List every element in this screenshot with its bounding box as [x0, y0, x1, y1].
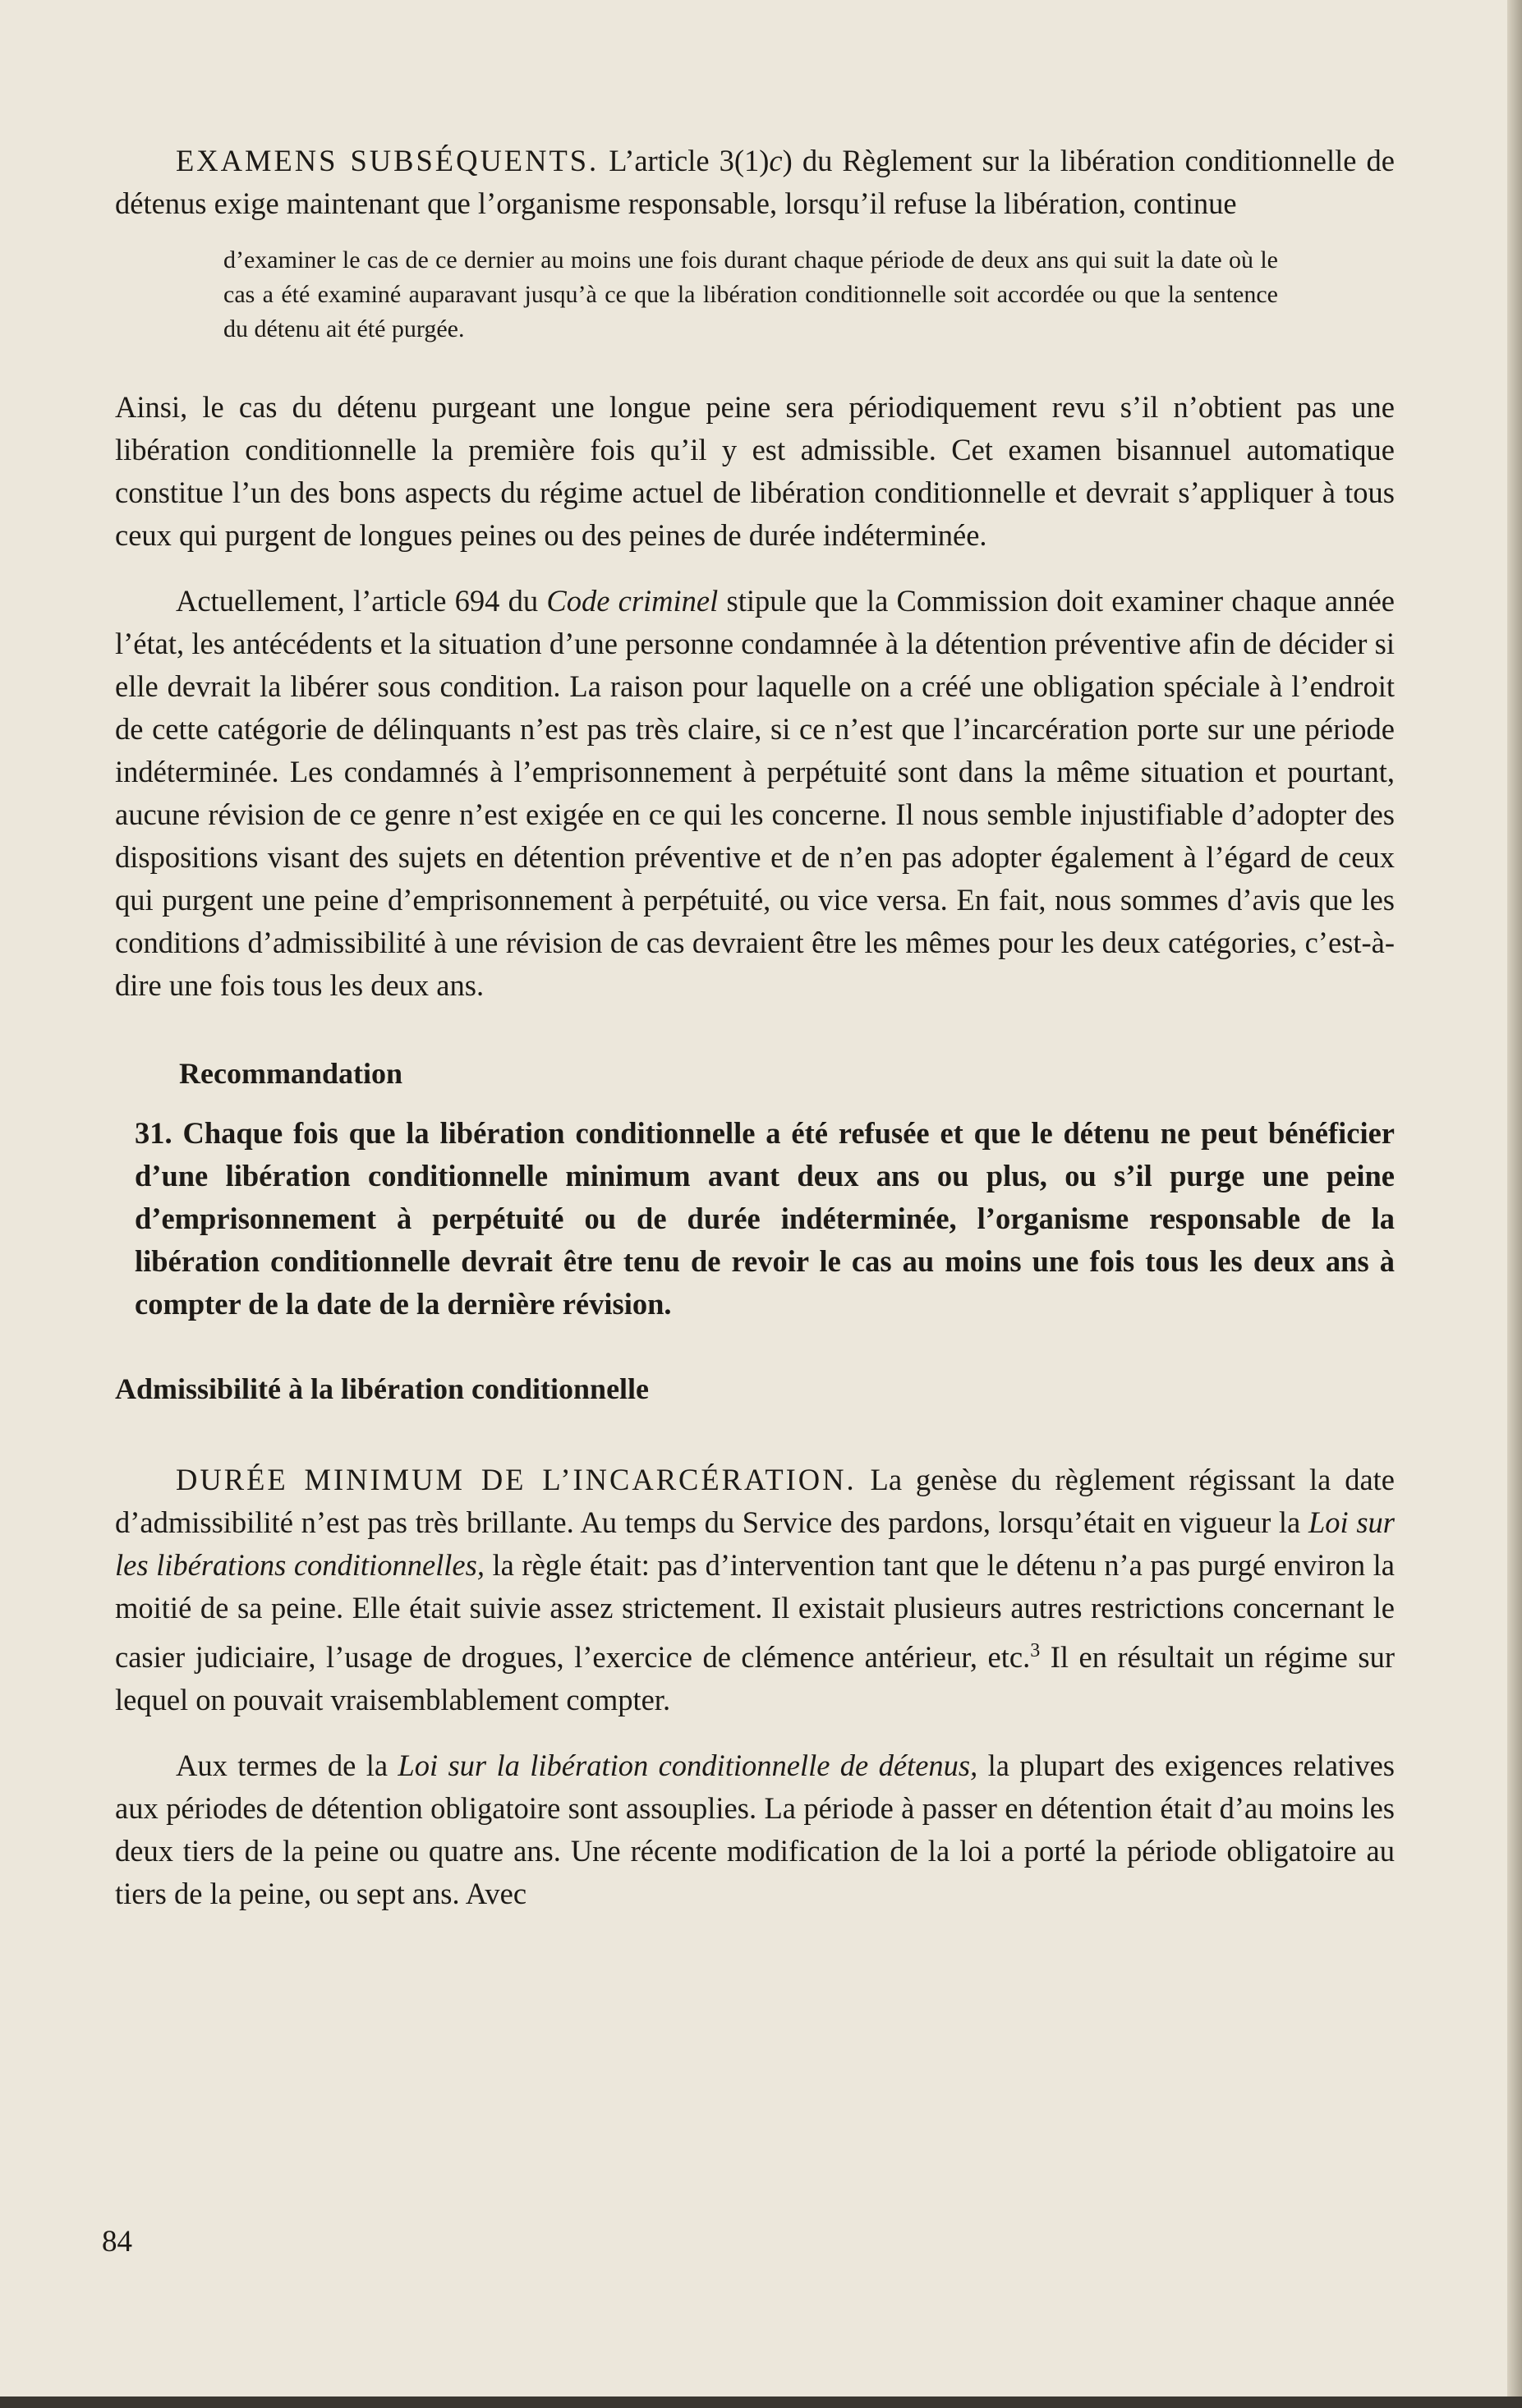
- run-in-heading-minimum-duration: DURÉE MINIMUM DE L’INCARCÉRATION.: [176, 1463, 857, 1496]
- text-run: la plupart des exigences relatives aux périodes de détention obligatoire sont assouplies. La période à passer en détention était d’au moins les deux tiers de la peine ou quatre ans. Une récente modification de la loi a porté la période obligatoire au tiers de la peine, ou sept ans. Avec: [115, 1749, 1395, 1911]
- paragraph-ainsi: Ainsi, le cas du détenu purgeant une longue peine sera périodiquement revu s’il n’obtient pas une libération conditionnelle la première fois qu’il y est admissible. Cet examen bisannuel automatique constitue l’un des bons aspects du régime actuel de libération conditionnelle et devrait s’appliquer à tous ceux qui purgent de longues peines ou des peines de durée indéterminée.: [115, 390, 1395, 552]
- block-quote-regulation: d’examiner le cas de ce dernier au moins une fois durant chaque période de deux ans qui suit la date où le cas a été examiné auparavant jusqu’à ce que la libération conditionnelle soit accordée ou que la sentence du détenu ait été purgée.: [223, 246, 1278, 342]
- page-number: 84: [102, 2225, 132, 2259]
- italic-run: c: [769, 144, 783, 177]
- italic-law-title: Loi sur la libération conditionnelle de détenus,: [398, 1749, 978, 1783]
- text-run: La genèse du règlement régissant la date d’admissibilité n’est pas très brillante. Au temps du Service des pardons, lorsqu’était en vigueur la: [115, 1463, 1395, 1539]
- section-heading-eligibility: Admissibilité à la libération conditionnelle: [115, 1372, 650, 1405]
- page-content: [115, 140, 1395, 1915]
- italic-code-criminel: Code criminel: [546, 584, 719, 618]
- paragraph-actuellement: [115, 580, 1395, 1007]
- text-run: stipule que la Commission doit examiner chaque année l’état, les antécédents et la situation d’une personne condamnée à la détention préventive afin de décider si elle devrait la libérer sous condition. La raison pour laquelle on a créé une obligation spéciale à l’endroit de cette catégorie de délinquants n’est pas très claire, si ce n’est que l’incarcération porte sur une période indéterminée. Les condamnés à l’emprisonnement à perpétuité sont dans la même situation et pourtant, aucune révision de ce genre n’est exigée en ce qui les concerne. Il nous semble injustifiable d’adopter des dispositions visant des sujets en détention préventive et de n’en pas adopter également à l’égard de ceux qui purgent une peine d’emprisonnement à perpétuité, ou vice versa. En fait, nous sommes d’avis que les conditions d’admissibilité à une révision de cas devraient être les mêmes pour les deux catégories, c’est-à-dire une fois tous les deux ans.: [115, 584, 1395, 1002]
- text-run: Actuellement, l’article 694 du: [176, 584, 547, 618]
- page-edge-shadow: [1507, 0, 1522, 2408]
- run-in-heading-subsequent-reviews: EXAMENS SUBSÉQUENTS.: [176, 144, 600, 177]
- italic-law-title: Loi sur les libérations conditionnelles,: [115, 1505, 1395, 1582]
- text-run: Aux termes de la: [176, 1749, 398, 1783]
- recommendation-heading: Recommandation: [179, 1057, 402, 1090]
- text-run: L’article 3(1): [599, 144, 770, 177]
- page-edge-bottom: [0, 2397, 1522, 2408]
- paragraph-subsequent-reviews: [115, 140, 1395, 225]
- paragraph-aux-termes: [115, 1744, 1395, 1915]
- text-run: ) du Règlement sur la libération conditionnelle de détenus exige maintenant que l’organisme responsable, lorsqu’il refuse la libération, continue: [115, 144, 1395, 220]
- recommendation-31: 31. Chaque fois que la libération conditionnelle a été refusée et que le détenu ne peut bénéficier d’une libération conditionnelle minimum avant deux ans ou plus, ou s’il purge une peine d’emprisonnement à perpétuité ou de durée indéterminée, l’organisme responsable de la libération conditionnelle devrait être tenu de revoir le cas au moins une fois tous les deux ans à compter de la date de la dernière révision.: [135, 1116, 1395, 1321]
- paragraph-minimum-duration: [115, 1459, 1395, 1721]
- text-run: Il en résultait un régime sur lequel on pouvait vraisemblablement compter.: [115, 1640, 1395, 1717]
- text-run: la règle était: pas d’intervention tant que le détenu n’a pas purgé environ la moitié de sa peine. Elle était suivie assez strictement. Il existait plusieurs autres restrictions concernant le casier judiciaire, l’usage de drogues, l’exercice de clémence antérieur, etc.: [115, 1548, 1395, 1675]
- footnote-reference: 3: [1030, 1640, 1041, 1661]
